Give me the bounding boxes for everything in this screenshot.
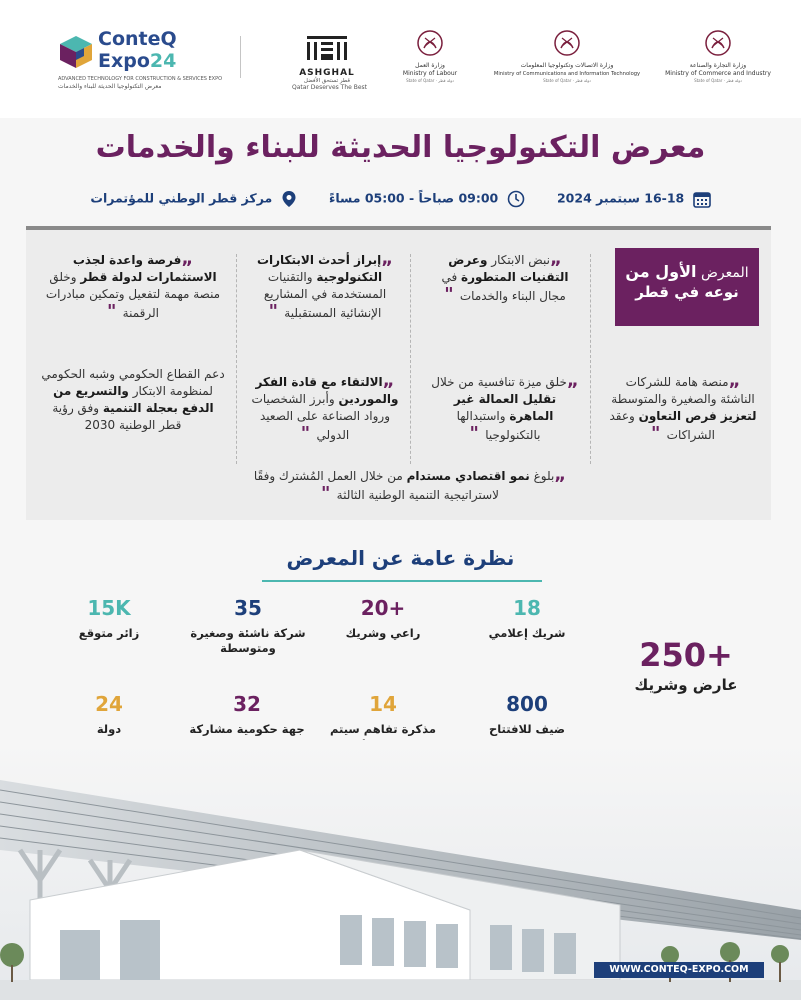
- stat-countries: [44, 692, 174, 737]
- ministry-commerce-en: Ministry of Commerce and Industry: [665, 70, 771, 77]
- feature-competitive-advantage: „خلق ميزة تنافسية من خلال تقليل العمالة غير الماهرة واستبدالها بالتكنولوجيا ": [431, 370, 579, 444]
- ministry-communications-logo: [482, 28, 652, 84]
- event-time-text: 09:00 صباحاً - 05:00 مساءً: [328, 190, 499, 206]
- stat-value: 24: [95, 692, 123, 716]
- stat-value: 14: [369, 692, 397, 716]
- calendar-icon: [693, 190, 711, 208]
- ministry-labour-logo: [390, 28, 470, 84]
- stat-label: زائر متوقع: [78, 626, 140, 640]
- overview-title: نظرة عامة عن المعرض: [286, 546, 515, 570]
- conteq-name-line2: Expo24: [98, 50, 177, 72]
- ashghal-mark-icon: [305, 34, 349, 62]
- event-date-text: 16-18 سبتمبر 2024: [556, 190, 685, 206]
- stat-value: 15K: [87, 596, 131, 620]
- badge-line2: نوعه في قطر: [635, 283, 739, 301]
- convention-center-illustration: [0, 740, 801, 1000]
- feature-government-support: دعم القطاع الحكومي وشبه الحكومي لمنظومة الابتكار والتسريع من الدفع بعجلة التنمية وفق رؤية قطر الوطنية 2030: [41, 367, 225, 432]
- exhibitors-stat-label: عارض وشريك: [634, 676, 738, 694]
- stat-government-entities: [182, 692, 312, 737]
- stat-value: 20+: [360, 596, 406, 620]
- conteq-expo-logo: [58, 26, 223, 96]
- ministry-communications-en: Ministry of Communications and Information Technology: [493, 71, 641, 77]
- ashghal-tagline-ar: قطر تستحق الأفضل: [303, 78, 351, 84]
- stat-label: راعي وشريك: [345, 626, 421, 640]
- ministry-commerce-logo: [664, 28, 772, 84]
- clock-icon: [507, 190, 525, 208]
- event-venue: [90, 190, 296, 208]
- stat-value: 18: [513, 596, 541, 620]
- ashghal-name: ASHGHAL: [299, 68, 355, 78]
- stat-sme-companies: [178, 596, 318, 656]
- overview-underline: [262, 580, 542, 582]
- exhibitors-stat: [616, 636, 756, 694]
- features-divider: [410, 254, 411, 464]
- header-divider: [240, 36, 241, 78]
- feature-latest-innovations: „إبراز أحدث الابتكارات التكنولوجية والتقنيات المستخدمة في المشاريع الإنشائية المستقبلية ": [256, 248, 394, 322]
- ministry-commerce-ar: وزارة التجارة والصناعة: [689, 62, 747, 69]
- stat-media-partners: [462, 596, 592, 641]
- stat-opening-guests: [462, 692, 592, 737]
- event-venue-text: مركز قطر الوطني للمؤتمرات: [90, 190, 273, 206]
- ministry-labour-ar: وزارة العمل: [415, 62, 445, 69]
- ashghal-logo: [292, 34, 368, 91]
- event-time: [329, 190, 525, 208]
- feature-thought-leaders: „الالتقاء مع قادة الفكر والموردين وأبرز الشخصيات ورواد الصناعة على الصعيد الدولي ": [251, 370, 399, 444]
- feature-sustainable-growth: „بلوغ نمو اقتصادي مستدام من خلال العمل المُشترك وفقًا لاستراتيجية التنمية الوطنية الثالثة ": [253, 464, 567, 504]
- feature-investment: „فرصة واعدة لجذب الاستثمارات لدولة قطر وخلق منصة مهمة لتفعيل وتمكين مبادرات الرقمنة ": [45, 248, 221, 322]
- event-date: [557, 190, 711, 208]
- stat-visitors: [44, 596, 174, 641]
- features-divider: [590, 254, 591, 464]
- ministry-commerce-state: State of Qatar · دولة قطر: [694, 78, 742, 83]
- feature-innovation: „نبض الابتكار وعرض التقنيات المتطورة في مجال البناء والخدمات ": [441, 248, 569, 305]
- location-pin-icon: [281, 190, 297, 208]
- exhibitors-stat-value: 250+: [639, 636, 733, 674]
- features-divider: [236, 254, 237, 464]
- qatar-emblem-icon: [415, 28, 445, 58]
- ashghal-tagline-en: Qatar Deserves The Best: [292, 84, 368, 91]
- ministry-labour-state: State of Qatar · دولة قطر: [406, 78, 454, 83]
- page-title: معرض التكنولوجيا الحديثة للبناء والخدمات: [95, 130, 706, 165]
- stat-value: 35: [234, 596, 262, 620]
- badge-line1: المعرض الأول من: [625, 262, 749, 281]
- qatar-emblem-icon: [552, 28, 582, 58]
- qatar-emblem-icon: [703, 28, 733, 58]
- header: [0, 0, 801, 118]
- stat-value: 800: [506, 692, 548, 716]
- stat-label: دولة: [96, 722, 122, 736]
- event-info-row: [0, 190, 801, 208]
- stat-sponsors: [318, 596, 448, 641]
- ministry-communications-ar: وزارة الاتصالات وتكنولوجيا المعلومات: [520, 62, 614, 69]
- stat-label: شركة ناشئة وصغيرة ومتوسطة: [190, 626, 306, 655]
- ministry-labour-en: Ministry of Labour: [402, 70, 458, 77]
- conteq-subtitle-ar: معرض التكنولوجيا الحديثة للبناء والخدمات: [58, 83, 162, 90]
- conteq-name-line1: ConteQ: [98, 28, 177, 50]
- stat-label: مذكرة تفاهم سيتم: [329, 722, 437, 736]
- first-of-kind-badge: [615, 248, 759, 326]
- website-link[interactable]: WWW.CONTEQ-EXPO.COM: [594, 962, 764, 978]
- stat-label: جهة حكومية مشاركة: [189, 722, 305, 736]
- conteq-cube-icon: [58, 34, 94, 70]
- feature-sme-platform: „منصة هامة للشركات الناشئة والصغيرة والمتوسطة لتعزيز فرص التعاون وعقد الشراكات ": [609, 370, 757, 444]
- stat-label: شريك إعلامي: [488, 626, 566, 640]
- conteq-subtitle-en: ADVANCED TECHNOLOGY FOR CONSTRUCTION & SERVICES EXPO: [58, 76, 223, 82]
- stat-value: 32: [233, 692, 261, 716]
- ministry-communications-state: State of Qatar · دولة قطر: [543, 78, 591, 83]
- stat-label: ضيف للافتتاح: [488, 722, 566, 736]
